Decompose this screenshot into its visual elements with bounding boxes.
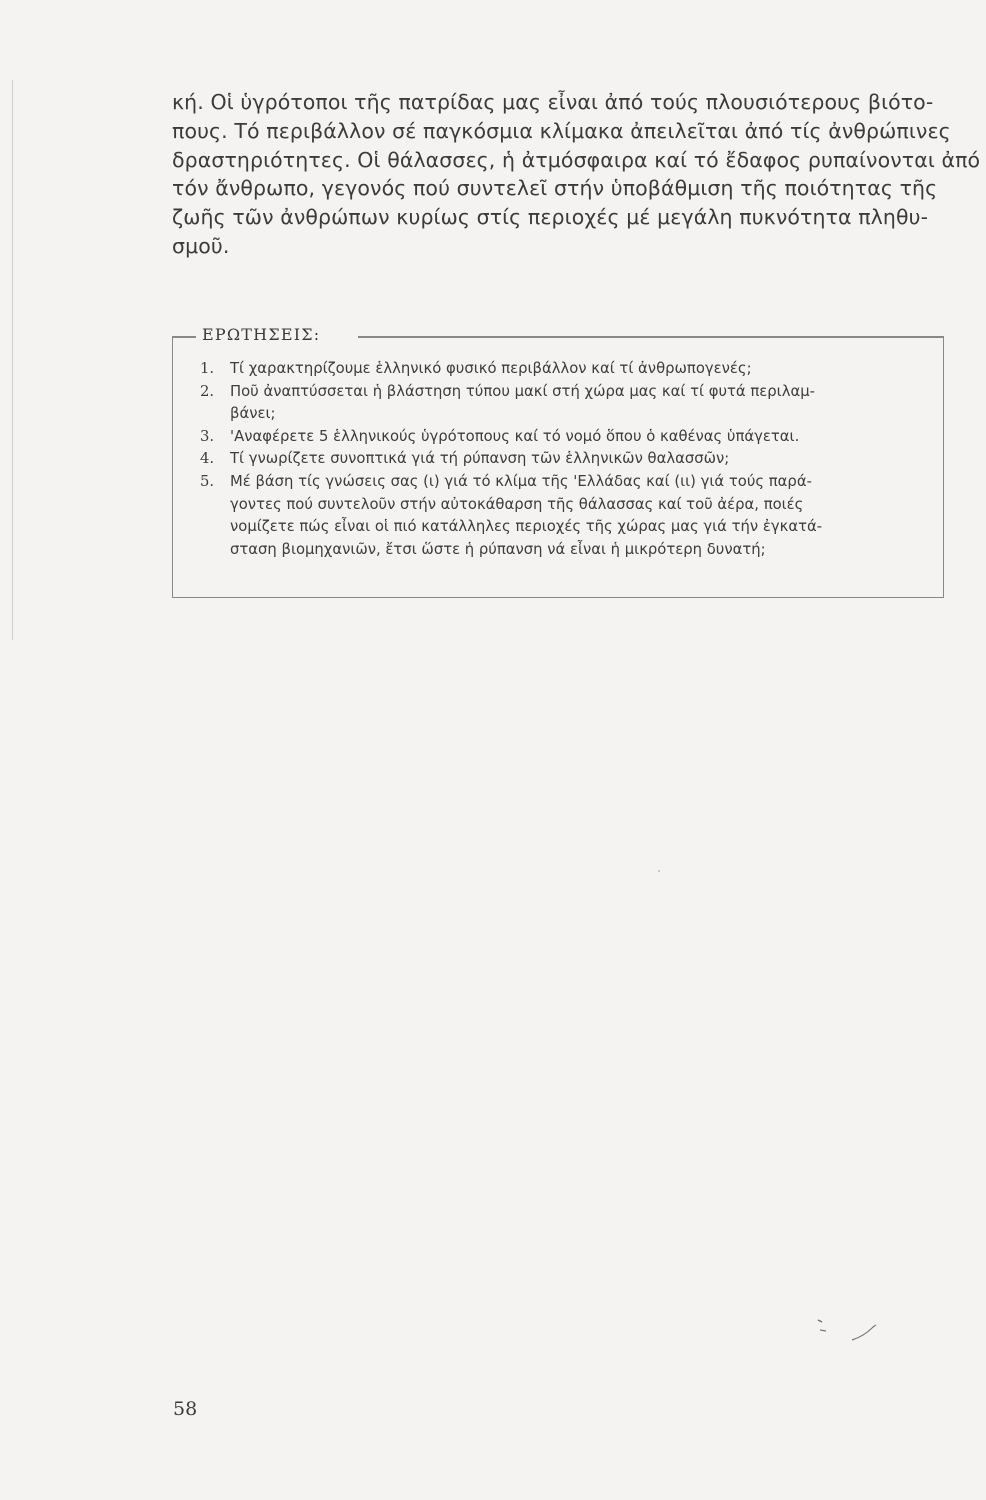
question-item	[200, 471, 940, 561]
question-number: 5.	[200, 472, 215, 490]
page-number: 58	[173, 1398, 198, 1420]
paragraph-line: πους. Τό περιβάλλον σέ παγκόσμια κλίμακα ἀπειλεῖται ἀπό τίς ἀνθρώπινες	[172, 118, 951, 143]
questions-heading: ΕΡΩΤΗΣΕΙΣ:	[202, 325, 321, 344]
question-line: 'Αναφέρετε 5 ἑλληνικούς ὑγρότοπους καί τό νομό ὅπου ὁ καθένας ὑπάγεται.	[230, 427, 800, 445]
scan-speck	[658, 870, 660, 872]
scan-pen-mark	[812, 1316, 892, 1346]
question-line: Ποῦ ἀναπτύσσεται ἡ βλάστηση τύπου μακί στή χώρα μας καί τί φυτά περιλαμ-	[230, 382, 815, 400]
paragraph-line: κή. Οἱ ὑγρότοποι τῆς πατρίδας μας εἶναι ἀπό τούς πλουσιότερους βιότο-	[172, 90, 934, 114]
question-item	[200, 426, 940, 449]
question-item	[200, 448, 940, 471]
paragraph-line: σμοῦ.	[172, 233, 230, 258]
paragraph-line: δραστηριότητες. Οἱ θάλασσες, ἡ ἀτμόσφαιρα καί τό ἔδαφος ρυπαίνονται ἀπό	[172, 147, 981, 172]
questions-box-top-rule-left	[172, 336, 196, 338]
paragraph-line: τόν ἄνθρωπο, γεγονός πού συντελεῖ στήν ὑποβάθμιση τῆς ποιότητας τῆς	[172, 176, 938, 201]
question-line: Τί χαρακτηρίζουμε ἑλληνικό φυσικό περιβάλλον καί τί ἀνθρωπογενές;	[230, 360, 752, 377]
question-number: 3.	[200, 427, 215, 445]
question-item	[200, 381, 940, 426]
questions-list	[200, 358, 940, 561]
question-line: Τί γνωρίζετε συνοπτικά γιά τή ρύπανση τῶν ἑλληνικῶν θαλασσῶν;	[230, 450, 730, 468]
question-item	[200, 358, 940, 381]
question-number: 4.	[200, 450, 215, 468]
paragraph-line: ζωῆς τῶν ἀνθρώπων κυρίως στίς περιοχές μέ μεγάλη πυκνότητα πληθυ-	[172, 205, 929, 230]
questions-box-top-rule-right	[358, 336, 944, 338]
question-line: γοντες πού συντελοῦν στήν αὐτοκάθαρση τῆς θάλασσας καί τοῦ ἀέρα, ποιές	[230, 495, 804, 513]
question-line: βάνει;	[230, 405, 276, 423]
question-line: νομίζετε πώς εἶναι οἱ πιό κατάλληλες περιοχές τῆς χώρας μας γιά τήν ἐγκατά-	[230, 518, 823, 536]
question-line: σταση βιομηχανιῶν, ἔτσι ὥστε ἡ ρύπανση νά εἶναι ἡ μικρότερη δυνατή;	[230, 540, 766, 558]
body-paragraph	[172, 88, 981, 261]
question-line: Μέ βάση τίς γνώσεις σας (ι) γιά τό κλίμα τῆς 'Ελλάδας καί (ιι) γιά τούς παρά-	[230, 472, 812, 490]
margin-rule	[12, 80, 13, 640]
question-number: 1.	[200, 360, 215, 377]
question-number: 2.	[200, 382, 215, 400]
